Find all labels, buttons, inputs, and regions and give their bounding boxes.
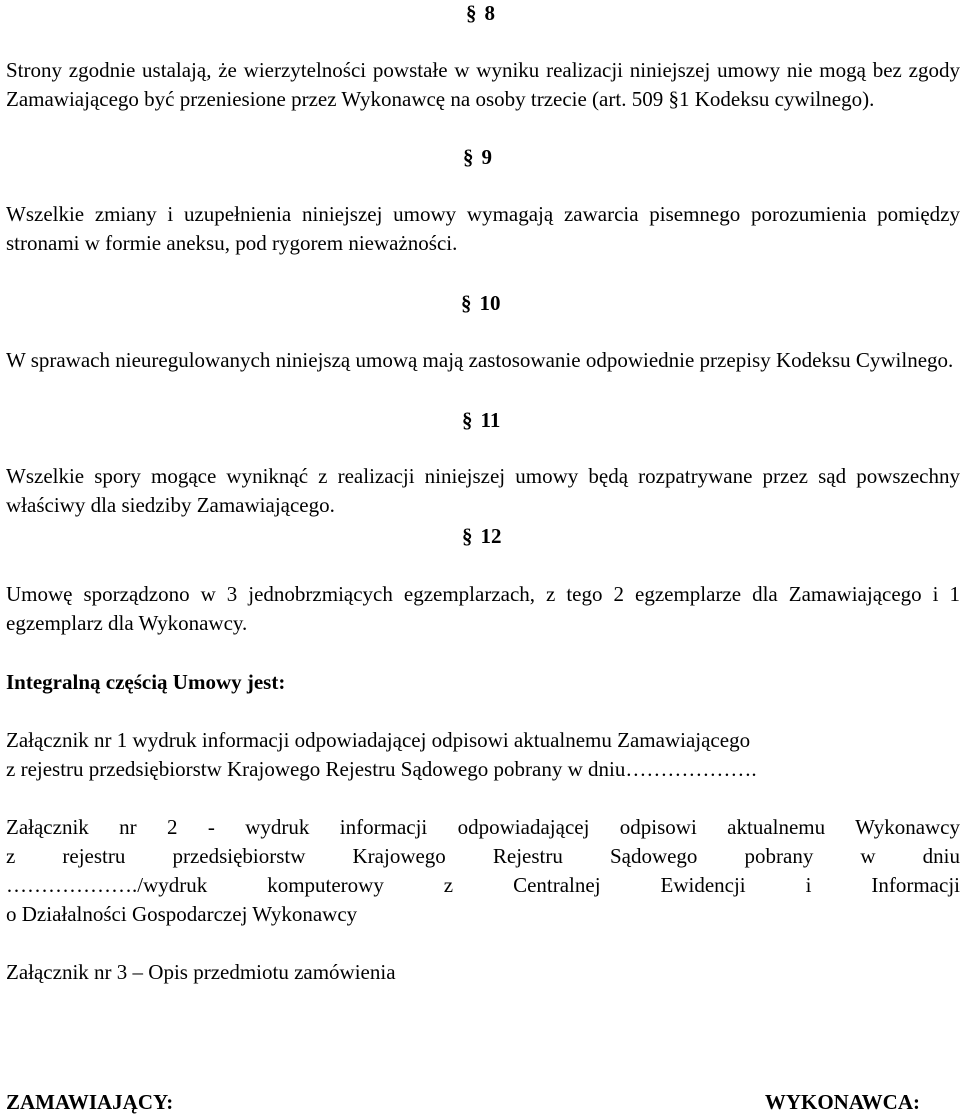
paragraph-8: Strony zgodnie ustalają, że wierzytelności powstałe w wyniku realizacji niniejszej umowy nie mogą bez zgody Zamawiającego być przeniesione przez Wykonawcę na osoby trzecie (art. 509 §1 Kodeksu cywilnego).: [6, 58, 960, 111]
section-heading-10: [461, 290, 501, 316]
section-heading-12: [462, 523, 502, 549]
attachment-2-line-1: Załącznik nr 2 - wydruk informacji odpowiadającej odpisowi aktualnemu Wykonawcy: [6, 815, 960, 839]
attachment-2-line-4: o Działalności Gospodarczej Wykonawcy: [6, 902, 358, 926]
signature-label-contracting-party: ZAMAWIAJĄCY:: [6, 1090, 174, 1114]
section-heading-11: [462, 407, 500, 433]
attachment-2-line-2: z rejestru przedsiębiorstw Krajowego Rejestru Sądowego pobrany w dniu: [6, 844, 960, 868]
section-number: 9: [481, 145, 492, 169]
section-number: 8: [484, 1, 495, 25]
section-heading-8: [466, 0, 495, 26]
attachments-heading: Integralną częścią Umowy jest:: [6, 670, 286, 694]
attachment-3: Załącznik nr 3 – Opis przedmiotu zamówienia: [6, 960, 396, 984]
paragraph-11: Wszelkie spory mogące wyniknąć z realizacji niniejszej umowy będą rozpatrywane przez sąd powszechny właściwy dla siedziby Zamawiającego.: [6, 464, 960, 517]
attachment-2-line-3: ………………./wydruk komputerowy z Centralnej Ewidencji i Informacji: [6, 873, 960, 897]
paragraph-9: Wszelkie zmiany i uzupełnienia niniejszej umowy wymagają zawarcia pisemnego porozumienia pomiędzy stronami w formie aneksu, pod rygorem nieważności.: [6, 202, 960, 255]
section-heading-9: [463, 144, 492, 170]
section-number: 12: [480, 524, 502, 548]
attachment-1-line-2: z rejestru przedsiębiorstw Krajowego Rejestru Sądowego pobrany w dniu……………….: [6, 757, 757, 781]
paragraph-10: W sprawach nieuregulowanych niniejszą umową mają zastosowanie odpowiednie przepisy Kodeksu Cywilnego.: [6, 348, 954, 372]
section-number: 11: [480, 408, 501, 432]
section-symbol: §: [461, 291, 472, 315]
signature-label-contractor: WYKONAWCA:: [764, 1090, 920, 1114]
attachment-1-line-1: Załącznik nr 1 wydruk informacji odpowiadającej odpisowi aktualnemu Zamawiającego: [6, 728, 751, 752]
section-symbol: §: [463, 145, 474, 169]
section-symbol: §: [466, 1, 477, 25]
paragraph-12: Umowę sporządzono w 3 jednobrzmiących egzemplarzach, z tego 2 egzemplarze dla Zamawiającego i 1 egzemplarz dla Wykonawcy.: [6, 582, 960, 635]
section-symbol: §: [462, 408, 473, 432]
section-number: 10: [479, 291, 501, 315]
section-symbol: §: [462, 524, 473, 548]
